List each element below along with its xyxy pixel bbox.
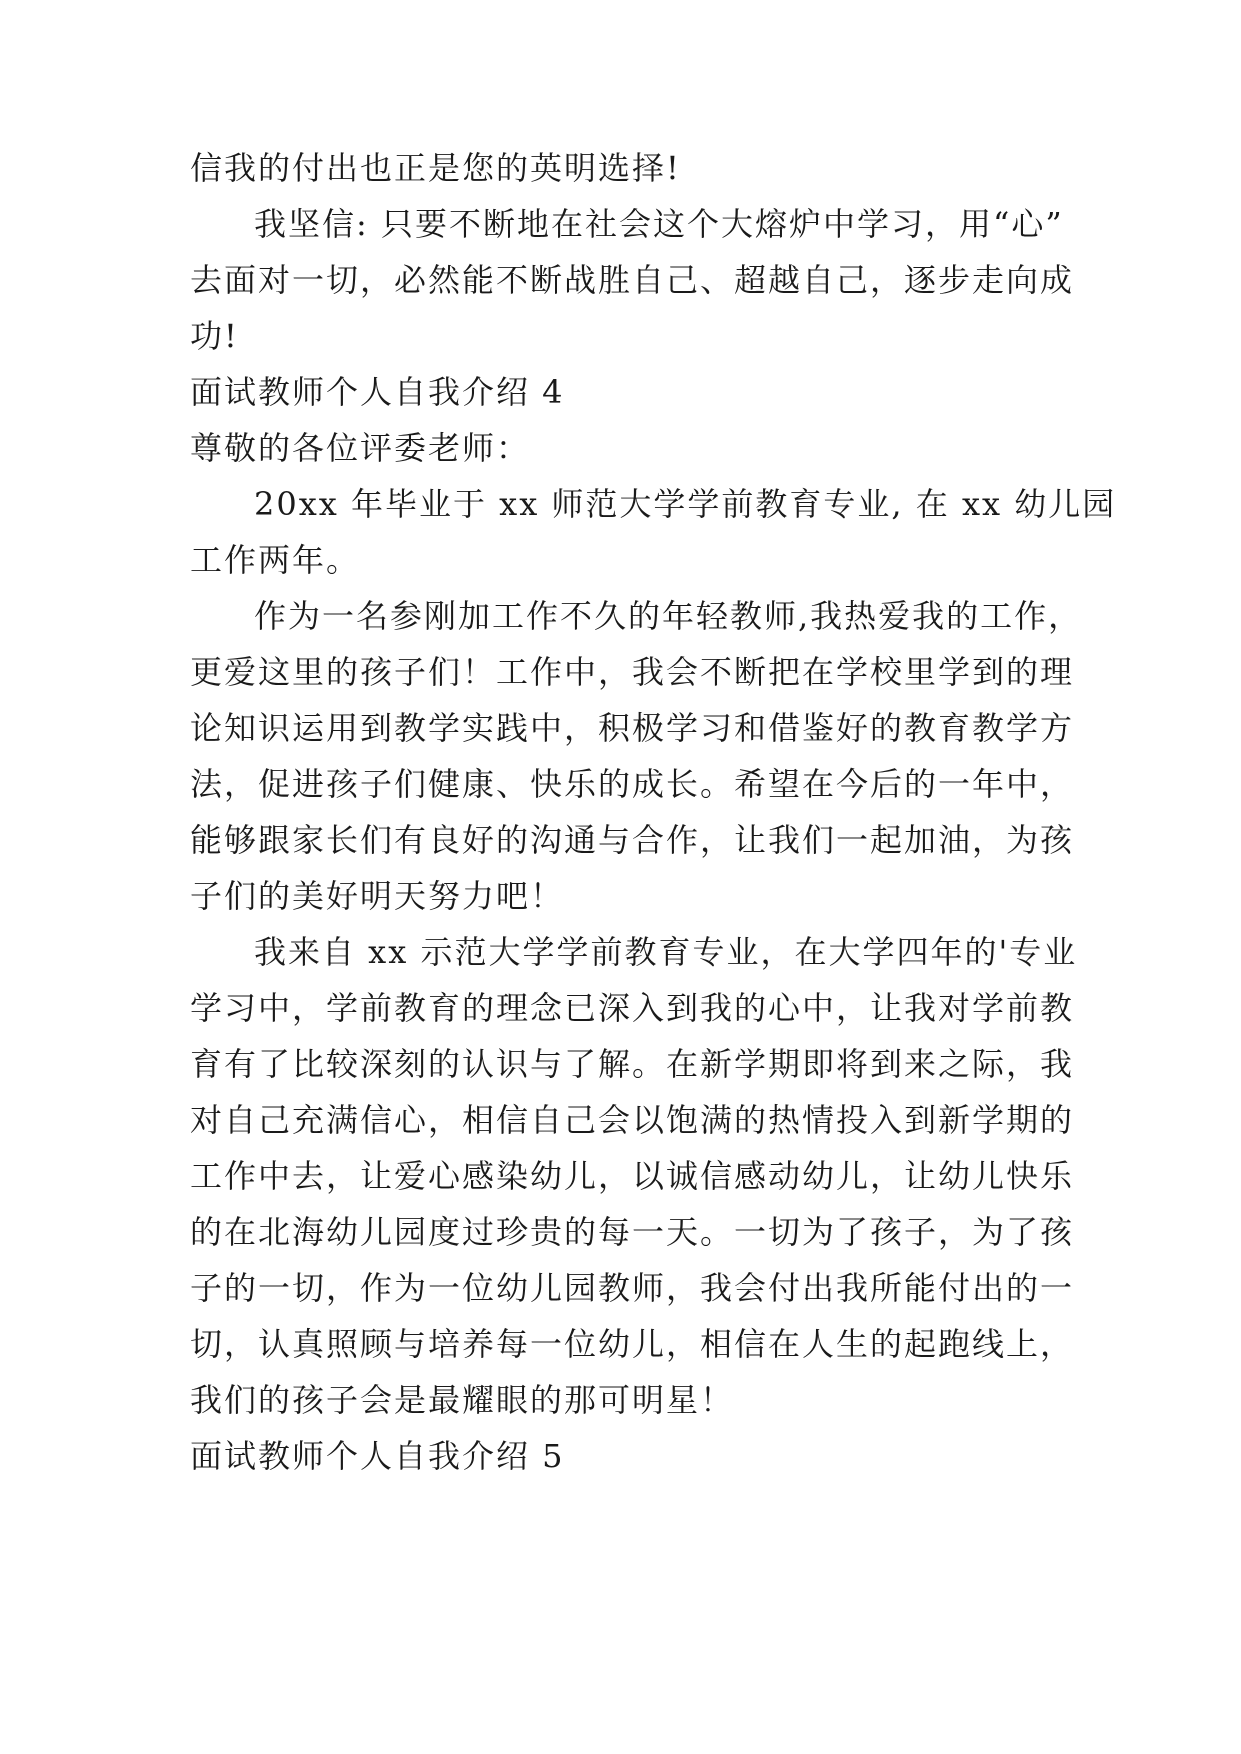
text-line: 我们的孩子会是最耀眼的那可明星！ bbox=[190, 1381, 735, 1419]
text-line: 的在北海幼儿园度过珍贵的每一天。一切为了孩子，为了孩 bbox=[190, 1213, 1075, 1251]
text-line: 作为一名参刚加工作不久的年轻教师,我热爱我的工作， bbox=[254, 597, 1083, 635]
text-line: 工作两年。 bbox=[190, 541, 361, 579]
text-line: 信我的付出也正是您的英明选择! bbox=[190, 149, 681, 187]
text-line: 我来自 xx 示范大学学前教育专业，在大学四年的'专业 bbox=[254, 933, 1078, 971]
text-line: 20xx 年毕业于 xx 师范大学学前教育专业, 在 xx 幼儿园 bbox=[254, 485, 1117, 523]
text-line: 功! bbox=[190, 317, 239, 355]
text-line: 子的一切，作为一位幼儿园教师，我会付出我所能付出的一 bbox=[190, 1269, 1075, 1307]
text-line: 更爱这里的孩子们！工作中，我会不断把在学校里学到的理 bbox=[190, 653, 1075, 691]
text-line: 工作中去，让爱心感染幼儿，以诚信感动幼儿，让幼儿快乐 bbox=[190, 1157, 1075, 1195]
section-heading: 面试教师个人自我介绍 4 bbox=[190, 373, 565, 411]
text-line: 子们的美好明天努力吧！ bbox=[190, 877, 565, 915]
text-line: 切，认真照顾与培养每一位幼儿，相信在人生的起跑线上， bbox=[190, 1325, 1075, 1363]
text-line: 育有了比较深刻的认识与了解。在新学期即将到来之际，我 bbox=[190, 1045, 1075, 1083]
text-line: 去面对一切，必然能不断战胜自己、超越自己，逐步走向成 bbox=[190, 261, 1075, 299]
text-line: 我坚信: 只要不断地在社会这个大熔炉中学习，用“心” bbox=[254, 205, 1064, 243]
text-line: 法，促进孩子们健康、快乐的成长。希望在今后的一年中， bbox=[190, 765, 1075, 803]
text-line: 能够跟家长们有良好的沟通与合作，让我们一起加油，为孩 bbox=[190, 821, 1075, 859]
section-heading: 面试教师个人自我介绍 5 bbox=[190, 1437, 565, 1475]
text-line: 对自己充满信心，相信自己会以饱满的热情投入到新学期的 bbox=[190, 1101, 1075, 1139]
salutation: 尊敬的各位评委老师： bbox=[190, 429, 531, 467]
text-line: 论知识运用到教学实践中，积极学习和借鉴好的教育教学方 bbox=[190, 709, 1075, 747]
text-line: 学习中，学前教育的理念已深入到我的心中，让我对学前教 bbox=[190, 989, 1075, 1027]
